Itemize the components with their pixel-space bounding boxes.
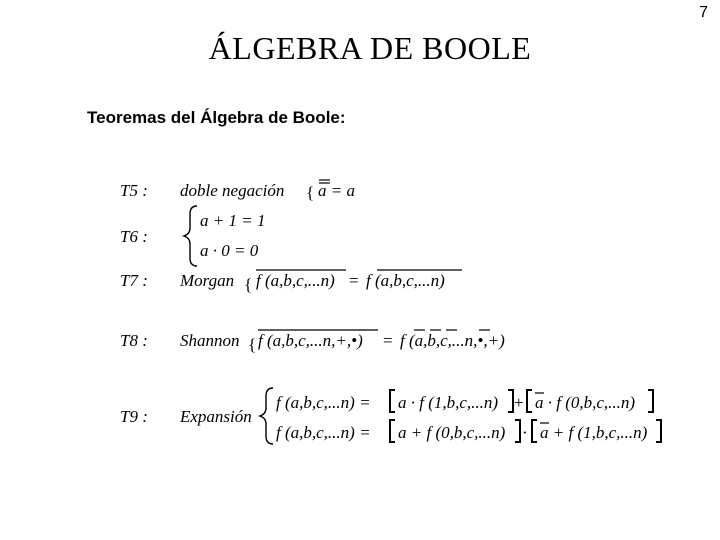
t7-name: Morgan xyxy=(180,271,235,290)
theorem-t9 xyxy=(120,388,661,444)
slide-subtitle: Teoremas del Álgebra de Boole: xyxy=(87,108,346,127)
t9-brace xyxy=(260,388,273,444)
t5-expr: a = a xyxy=(318,181,355,200)
t6-brace xyxy=(184,206,197,266)
t7-equals: = xyxy=(349,271,359,290)
t5-name: doble negación xyxy=(180,181,285,200)
t9-line1-bracket-open-1 xyxy=(390,390,395,412)
t8-equals: = xyxy=(383,331,393,350)
theorem-t7 xyxy=(120,270,462,294)
t9-line1-bracket-close-2 xyxy=(648,390,653,412)
t8-brace: { xyxy=(248,335,257,354)
t9-line1-term-1: a · f (1,b,c,...n) xyxy=(398,393,499,412)
theorem-t6 xyxy=(120,206,265,266)
slide-title: ÁLGEBRA DE BOOLE xyxy=(208,30,532,66)
t9-line2-bracket-close-1 xyxy=(515,420,520,442)
t9-line2-bracket-open-2 xyxy=(532,420,537,442)
t9-line2-operator: · xyxy=(522,423,528,442)
t9-line2-bracket-open-1 xyxy=(390,420,395,442)
theorem-t5 xyxy=(120,180,355,202)
t9-line1-bracket-close-1 xyxy=(508,390,513,412)
t9-line2-bracket-close-2 xyxy=(656,420,661,442)
t8-rhs: f (a,b,c,...n,•,+) xyxy=(400,331,505,350)
t9-line2-term-2: a + f (1,b,c,...n) xyxy=(540,423,648,442)
t8-name: Shannon xyxy=(180,331,240,350)
t6-expr-1: a + 1 = 1 xyxy=(200,211,266,230)
t6-label: T6 : xyxy=(120,227,148,246)
t8-lhs: f (a,b,c,...n,+,•) xyxy=(258,331,363,350)
t9-label: T9 : xyxy=(120,407,148,426)
t9-line1-lhs: f (a,b,c,...n) = xyxy=(276,393,371,412)
t9-name: Expansión xyxy=(180,407,252,426)
t5-label: T5 : xyxy=(120,181,148,200)
t9-line2-lhs: f (a,b,c,...n) = xyxy=(276,423,371,442)
t7-brace: { xyxy=(244,275,253,294)
theorems-block xyxy=(0,160,720,460)
t7-rhs: f (a,b,c,...n) xyxy=(366,271,445,290)
t9-line2-term-1: a + f (0,b,c,...n) xyxy=(398,423,506,442)
t9-line1-bracket-open-2 xyxy=(527,390,532,412)
page-number: 7 xyxy=(699,4,708,21)
t7-label: T7 : xyxy=(120,271,148,290)
t5-brace: { xyxy=(306,183,315,202)
t8-label: T8 : xyxy=(120,331,148,350)
t6-expr-2: a · 0 = 0 xyxy=(200,241,259,260)
t9-line1-operator: + xyxy=(514,393,524,412)
t9-line1-term-2: a · f (0,b,c,...n) xyxy=(535,393,636,412)
theorem-t8 xyxy=(120,330,505,354)
t7-lhs: f (a,b,c,...n) xyxy=(256,271,335,290)
